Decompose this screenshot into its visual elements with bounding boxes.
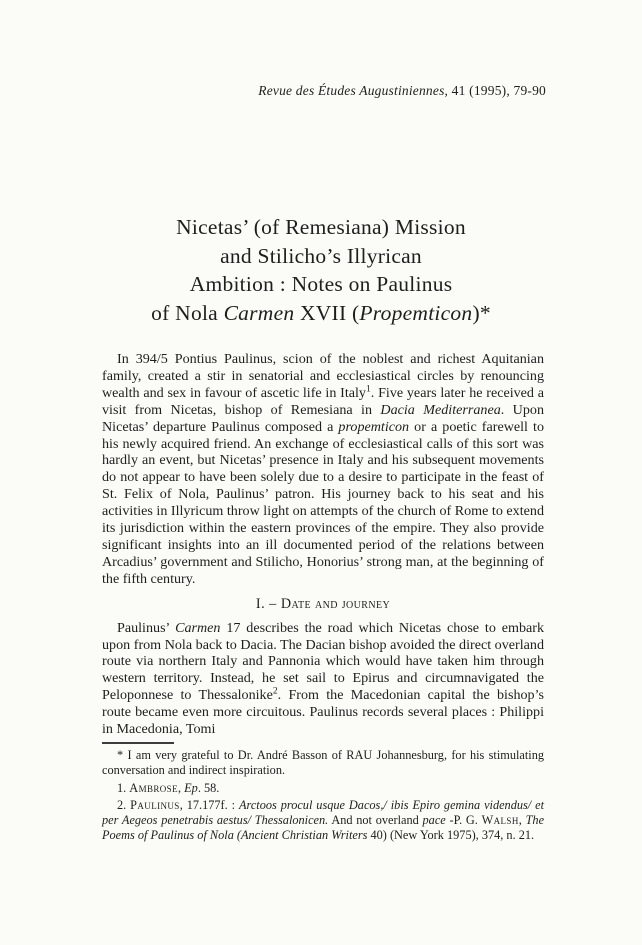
- article-body: [102, 351, 544, 843]
- footnotes-section: [102, 748, 544, 843]
- footnote-2: 2. Paulinus, 17.177f. : Arctoos procul usque Dacos,/ ibis Epiro gemina videndus/ et per Aegeos penetrabis aestus/ Thessalonicen. And not overland pace -P. G. Walsh, The Poems of Paulinus of Nola (Ancient Christian Writers 40) (New York 1975), 374, n. 21.: [102, 798, 545, 842]
- title-line-4: of Nola Carmen XVII (Propemticon)*: [151, 300, 491, 325]
- title-line-2: and Stilicho’s Illyrican: [220, 243, 422, 268]
- footnote-1: 1. Ambrose, Ep. 58.: [117, 780, 220, 795]
- body-paragraph-1: In 394/5 Pontius Paulinus, scion of the noblest and richest Aquitanian family, created a stir in senatorial and ecclesiastical circles by renouncing wealth and sex in favour of ascetic life in Italy$^1$. Five years later he received a visit from Nicetas, bishop of Remesiana in Dacia Mediterranea. Upon Nicetas’ departure Paulinus composed a propemticon or a poetic farewell to his newly acquired friend. An exchange of ecclesiastical calls of this sort was hardly an event, but Nicetas’ presence in Italy and his subsequent movements do not appear to have been solely due to a desire to participate in the feast of St. Felix of Nola, Paulinus’ patron. His journey back to his seat and his activities in Illyricum throw light on attempts of the church of Rome to extend its jurisdiction within the eastern provinces of the empire. They also provide significant insights into an ill documented period of the relations between Arcadius’ government and Stilicho, Honorius’ strong man, at the beginning of the fifth century.: [102, 351, 544, 587]
- title-line-1: Nicetas’ (of Remesiana) Mission: [176, 215, 466, 239]
- section-heading: I. – Date and journey: [255, 595, 391, 612]
- journal-citation: Revue des Études Augustiniennes, 41 (1995), 79-90: [258, 83, 546, 98]
- footnote-asterisk: * I am very grateful to Dr. André Basson of RAU Johannesburg, for his stimulating conversation and indirect inspiration.: [102, 747, 544, 777]
- footnote-separator-rule: [102, 742, 174, 744]
- body-paragraph-2: Paulinus’ Carmen 17 describes the road which Nicetas chose to embark upon from Nola back to Dacia. The Dacian bishop avoided the direct overland route via northern Italy and Pannonia which would have taken him through western territory. Instead, he set sail to Epirus and circumnavigated the Peloponnese to Thessalonike$^2$. From the Macedonian capital the bishop’s route became even more circuitous. Paulinus records several places : Philippi in Macedonia, Tomi: [102, 619, 544, 738]
- article-title: [0, 213, 642, 327]
- title-line-3: Ambition : Notes on Paulinus: [189, 272, 453, 297]
